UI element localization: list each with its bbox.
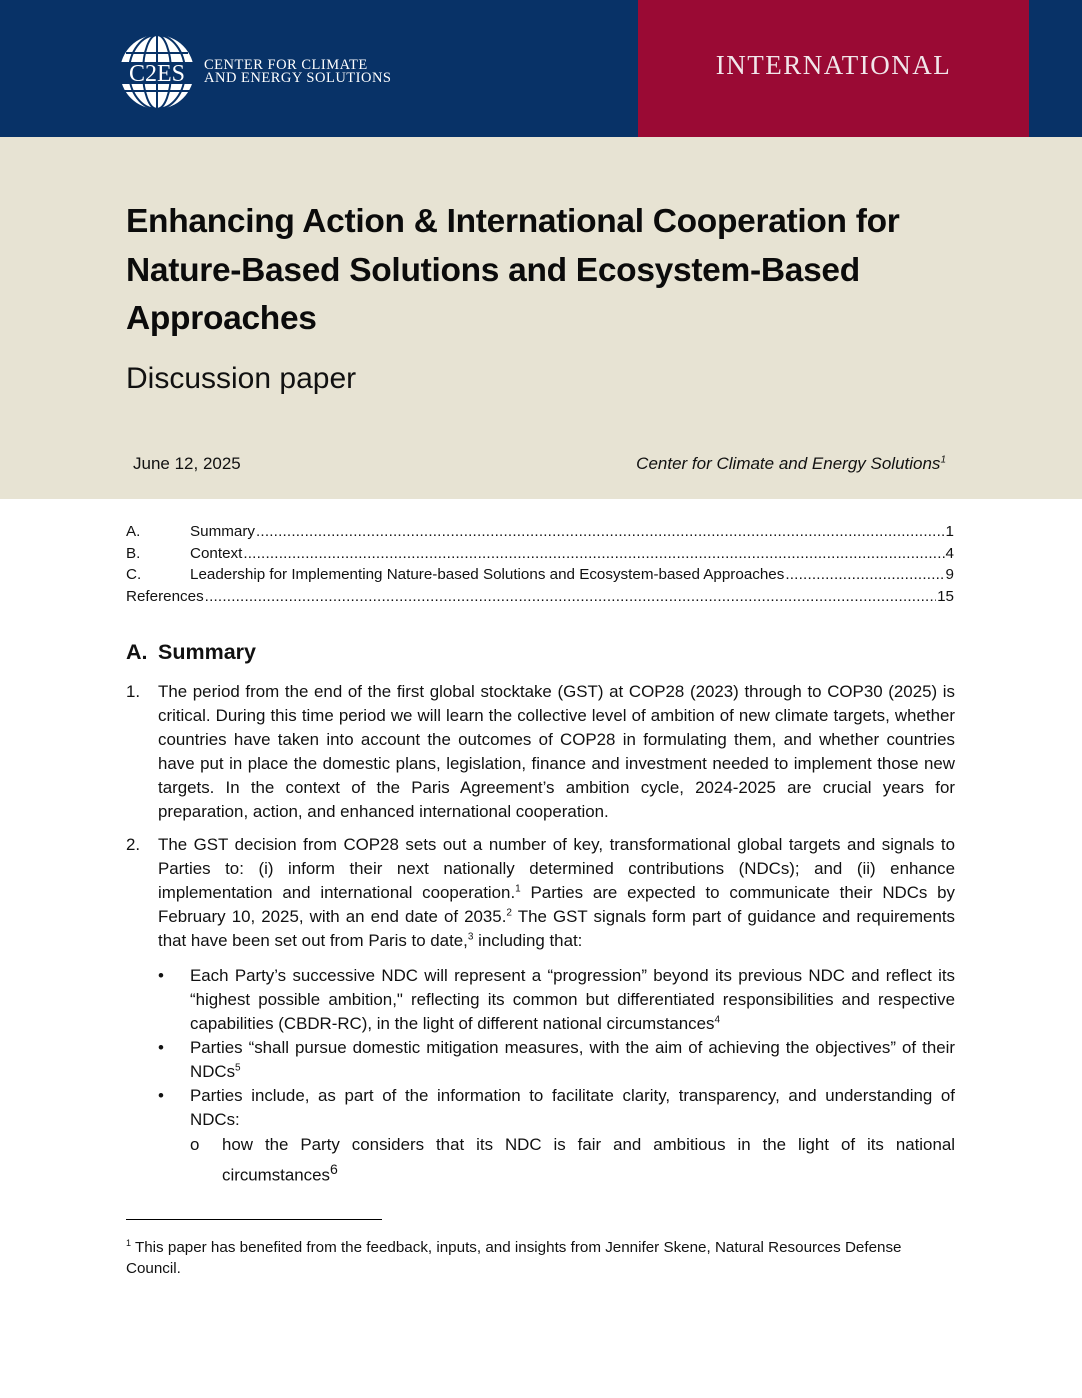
toc-entry-summary[interactable] <box>126 523 954 545</box>
toc-label: References <box>126 588 204 606</box>
bullet-text <box>190 964 955 1036</box>
toc-page: 9 <box>945 566 954 584</box>
table-of-contents <box>126 523 954 610</box>
toc-letter: C. <box>126 566 142 584</box>
footnote-ref[interactable]: 5 <box>235 1062 241 1074</box>
text-run: Parties “shall pursue domestic mitigation measures, with the aim of achieving the objectives” of their NDCs <box>190 1038 955 1081</box>
toc-entry-references[interactable] <box>126 588 954 610</box>
paragraph-1 <box>126 680 955 824</box>
footnote-ref[interactable]: 1 <box>515 883 521 895</box>
footnote-number: 1 <box>126 1238 132 1248</box>
author-name: Center for Climate and Energy Solutions <box>636 454 941 473</box>
toc-letter: A. <box>126 523 141 540</box>
footnote-ref[interactable]: 3 <box>467 931 474 943</box>
bullet-icon: • <box>158 1038 164 1057</box>
bullet-item <box>158 1036 955 1084</box>
toc-leader <box>785 566 944 583</box>
text-run: including that: <box>473 931 583 950</box>
author-line <box>636 454 946 474</box>
logo-mark: C2ES <box>128 61 186 87</box>
footnote-ref[interactable]: 6 <box>329 1161 338 1177</box>
toc-page: 15 <box>937 588 954 606</box>
paragraph-text: The period from the end of the first global stocktake (GST) at COP28 (2023) through to COP30 (2025) is critical. During this time period we will learn the collective level of ambition of new climate targets, whether countries have taken into account the outcomes of COP28 in formulating them, and whether countries have put in place the domestic plans, legislation, finance and investment needed to implement those new targets. In the context of the Paris Agreement’s ambition cycle, 2024-2025 are crucial years for preparation, action, and enhanced international cooperation. <box>158 682 955 821</box>
bullet-text: Parties include, as part of the information to facilitate clarity, transparency, and understanding of NDCs: <box>190 1086 955 1129</box>
text-run: The GST signals form part of guidance and requirements that have been set out from Paris to date, <box>158 907 955 950</box>
toc-letter: B. <box>126 544 141 562</box>
toc-label: Context <box>190 544 243 562</box>
section-heading-summary <box>126 640 256 665</box>
toc-entry-context[interactable] <box>126 545 954 567</box>
document-subtitle: Discussion paper <box>126 362 357 395</box>
paragraph-number: 1. <box>126 682 141 701</box>
logo-line1: CENTER FOR CLIMATE <box>204 57 368 73</box>
sub-bullet-icon: o <box>190 1135 200 1154</box>
document-title: Enhancing Action & International Cooperation for Nature-Based Solutions and Ecosystem-Based Approaches <box>126 203 900 337</box>
c2es-logo <box>118 33 391 111</box>
bullet-text <box>190 1036 955 1084</box>
footnote-ref[interactable]: 2 <box>506 907 512 919</box>
footnote-ref[interactable]: 4 <box>714 1014 721 1026</box>
logo-line2: AND ENERGY SOLUTIONS <box>204 70 392 86</box>
sub-bullet-text <box>222 1133 955 1188</box>
logo-text <box>204 59 391 85</box>
section-letter: A. <box>126 640 148 664</box>
section-label-block <box>638 0 1029 137</box>
text-run: Each Party’s successive NDC will represent a “progression” beyond its previous NDC and reflect its “highest possible ambition," reflecting its common but differentiated responsibilities and respective capabilities (CBDR-RC), in the light of different national circumstances <box>190 966 955 1033</box>
toc-leader <box>256 523 945 540</box>
section-label: INTERNATIONAL <box>715 50 952 80</box>
section-title: Summary <box>158 640 256 664</box>
footnote-divider <box>126 1219 382 1220</box>
toc-leader <box>205 588 936 605</box>
text-run: how the Party considers that its NDC is fair and ambitious in the light of its national circumstances <box>222 1135 955 1185</box>
toc-page: 1 <box>945 523 954 540</box>
toc-entry-leadership[interactable] <box>126 566 954 588</box>
toc-page: 4 <box>945 544 954 562</box>
globe-logo-icon <box>118 33 196 111</box>
bullet-icon: • <box>158 966 164 985</box>
paragraph-number: 2. <box>126 835 141 854</box>
text-run: The GST decision from COP28 sets out a number of key, transformational global targets and signals to Parties to: (i) inform their next nationally determined contributions (NDCs); and (ii) enhance implementation and international cooperation. <box>158 835 955 902</box>
text-run: Parties are expected to communicate their NDCs by February 10, 2025, with an end date of 2035. <box>158 883 956 926</box>
bullet-item <box>158 1084 955 1132</box>
toc-leader <box>243 545 944 562</box>
publication-date: June 12, 2025 <box>133 454 241 473</box>
paragraph-2 <box>126 833 955 953</box>
footnote <box>126 1233 955 1279</box>
author-footnote-ref[interactable]: 1 <box>940 454 946 466</box>
sub-bullet-item <box>190 1133 955 1188</box>
bullet-icon: • <box>158 1086 164 1105</box>
toc-label: Leadership for Implementing Nature-based Solutions and Ecosystem-based Approaches <box>190 566 785 584</box>
paragraph-text <box>158 833 955 953</box>
bullet-item <box>158 964 955 1036</box>
toc-label: Summary <box>190 523 255 540</box>
footnote-text: This paper has benefited from the feedback, inputs, and insights from Jennifer Skene, Natural Resources Defense Council. <box>126 1239 902 1278</box>
